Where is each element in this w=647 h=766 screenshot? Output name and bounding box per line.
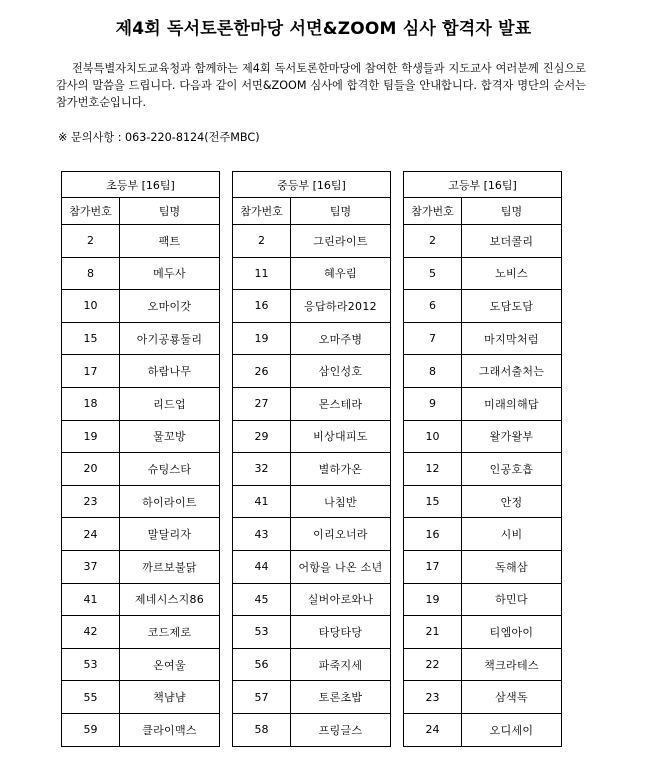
middle-division-header: 중등부 [16팀] — [233, 172, 391, 198]
team-name: 삼인성호 — [291, 355, 391, 388]
team-name: 온여울 — [120, 648, 220, 681]
team-name: 혜우림 — [291, 257, 391, 290]
entry-number: 15 — [404, 485, 462, 518]
page-title: 제4회 독서토론한마당 서면&ZOOM 심사 합격자 발표 — [115, 19, 532, 39]
team-name: 하민다 — [462, 583, 562, 616]
team-name: 타당타당 — [291, 616, 391, 649]
table-row — [62, 681, 220, 714]
team-name: 비상대피도 — [291, 420, 391, 453]
team-name: 책크라테스 — [462, 648, 562, 681]
team-name: 마지막처럼 — [462, 322, 562, 355]
entry-number: 53 — [62, 648, 120, 681]
high-division-header: 고등부 [16팀] — [404, 172, 562, 198]
entry-number: 41 — [233, 485, 291, 518]
entry-number: 19 — [233, 322, 291, 355]
entry-number: 56 — [233, 648, 291, 681]
table-row — [62, 616, 220, 649]
entry-number: 7 — [404, 322, 462, 355]
entry-number: 55 — [62, 681, 120, 714]
entry-number: 9 — [404, 387, 462, 420]
team-name: 인공호흡 — [462, 453, 562, 486]
team-name: 까르보불닭 — [120, 550, 220, 583]
table-row — [62, 518, 220, 551]
entry-number: 27 — [233, 387, 291, 420]
entry-number: 16 — [233, 290, 291, 323]
entry-number: 5 — [404, 257, 462, 290]
elementary-division-table — [61, 171, 220, 747]
entry-number: 10 — [404, 420, 462, 453]
team-name: 티엠아이 — [462, 616, 562, 649]
entry-number: 59 — [62, 713, 120, 746]
team-name: 시비 — [462, 518, 562, 551]
entry-number: 26 — [233, 355, 291, 388]
table-row — [62, 648, 220, 681]
middle-division-table — [232, 171, 391, 747]
team-name: 슈팅스타 — [120, 453, 220, 486]
table-row — [62, 290, 220, 323]
team-name: 책냠냠 — [120, 681, 220, 714]
entry-number: 17 — [62, 355, 120, 388]
table-row — [233, 583, 391, 616]
team-name: 클라이맥스 — [120, 713, 220, 746]
table-row — [233, 648, 391, 681]
entry-number: 16 — [404, 518, 462, 551]
table-row — [233, 550, 391, 583]
table-row — [404, 713, 562, 746]
table-row — [233, 322, 391, 355]
team-name: 실버아로와나 — [291, 583, 391, 616]
column-header-team: 팀명 — [462, 198, 562, 225]
entry-number: 42 — [62, 616, 120, 649]
team-name: 리드업 — [120, 387, 220, 420]
entry-number: 23 — [62, 485, 120, 518]
table-row — [62, 550, 220, 583]
table-row — [404, 290, 562, 323]
team-name: 오디세이 — [462, 713, 562, 746]
team-name: 코드제로 — [120, 616, 220, 649]
table-row — [404, 550, 562, 583]
entry-number: 20 — [62, 453, 120, 486]
entry-number: 2 — [404, 225, 462, 258]
table-row — [233, 387, 391, 420]
team-name: 도담도담 — [462, 290, 562, 323]
table-row — [404, 453, 562, 486]
team-name: 삼색독 — [462, 681, 562, 714]
team-name: 보더콜리 — [462, 225, 562, 258]
table-row — [404, 322, 562, 355]
table-row — [404, 583, 562, 616]
team-name: 나침반 — [291, 485, 391, 518]
team-name: 별하가온 — [291, 453, 391, 486]
table-row — [62, 453, 220, 486]
entry-number: 45 — [233, 583, 291, 616]
entry-number: 32 — [233, 453, 291, 486]
entry-number: 10 — [62, 290, 120, 323]
table-row — [404, 420, 562, 453]
team-name: 토론초밥 — [291, 681, 391, 714]
team-name: 하이라이트 — [120, 485, 220, 518]
entry-number: 41 — [62, 583, 120, 616]
table-row — [404, 681, 562, 714]
entry-number: 11 — [233, 257, 291, 290]
table-row — [404, 518, 562, 551]
team-name: 팩트 — [120, 225, 220, 258]
table-row — [62, 322, 220, 355]
table-row — [233, 453, 391, 486]
high-division-table — [403, 171, 562, 747]
table-row — [62, 583, 220, 616]
entry-number: 6 — [404, 290, 462, 323]
entry-number: 58 — [233, 713, 291, 746]
entry-number: 17 — [404, 550, 462, 583]
table-row — [62, 387, 220, 420]
table-row — [62, 485, 220, 518]
team-name: 하람나무 — [120, 355, 220, 388]
entry-number: 57 — [233, 681, 291, 714]
contact-info: ※ 문의사항 : 063-220-8124(전주MBC) — [58, 131, 260, 144]
entry-number: 29 — [233, 420, 291, 453]
table-row — [233, 681, 391, 714]
table-row — [62, 225, 220, 258]
team-name: 파죽지세 — [291, 648, 391, 681]
entry-number: 44 — [233, 550, 291, 583]
team-name: 물꼬방 — [120, 420, 220, 453]
entry-number: 8 — [62, 257, 120, 290]
table-row — [404, 485, 562, 518]
entry-number: 23 — [404, 681, 462, 714]
table-row — [233, 518, 391, 551]
team-name: 노비스 — [462, 257, 562, 290]
table-row — [233, 355, 391, 388]
table-row — [233, 290, 391, 323]
table-row — [233, 485, 391, 518]
entry-number: 8 — [404, 355, 462, 388]
team-name: 왈가왈부 — [462, 420, 562, 453]
entry-number: 24 — [62, 518, 120, 551]
entry-number: 18 — [62, 387, 120, 420]
team-name: 어항을 나온 소년 — [291, 550, 391, 583]
table-row — [62, 713, 220, 746]
table-row — [62, 355, 220, 388]
entry-number: 2 — [233, 225, 291, 258]
table-row — [62, 420, 220, 453]
entry-number: 43 — [233, 518, 291, 551]
team-name: 미래의해답 — [462, 387, 562, 420]
team-name: 말달리자 — [120, 518, 220, 551]
team-name: 그린라이트 — [291, 225, 391, 258]
entry-number: 53 — [233, 616, 291, 649]
elementary-division-header: 초등부 [16팀] — [62, 172, 220, 198]
team-name: 프링글스 — [291, 713, 391, 746]
team-name: 응답하라2012 — [291, 290, 391, 323]
entry-number: 24 — [404, 713, 462, 746]
team-name: 메두사 — [120, 257, 220, 290]
entry-number: 12 — [404, 453, 462, 486]
team-name: 이리오너라 — [291, 518, 391, 551]
team-name: 오마이갓 — [120, 290, 220, 323]
entry-number: 19 — [404, 583, 462, 616]
entry-number: 37 — [62, 550, 120, 583]
table-row — [404, 648, 562, 681]
intro-paragraph: 전북특별자치도교육청과 함께하는 제4회 독서토론한마당에 참여한 학생들과 지도교사 여러분께 진심으로 감사의 말씀을 드립니다. 다음과 같이 서면&ZOOM 심사에 합격한 팀들을 안내합니다. 합격자 명단의 순서는 참가번호순입니다. — [56, 62, 586, 109]
table-row — [233, 616, 391, 649]
entry-number: 22 — [404, 648, 462, 681]
table-row — [62, 257, 220, 290]
column-header-number: 참가번호 — [62, 198, 120, 225]
team-name: 아기공룡둘리 — [120, 322, 220, 355]
team-name: 몬스테라 — [291, 387, 391, 420]
table-row — [404, 387, 562, 420]
team-name: 안정 — [462, 485, 562, 518]
table-row — [404, 616, 562, 649]
table-row — [233, 420, 391, 453]
table-row — [404, 257, 562, 290]
team-name: 독해삼 — [462, 550, 562, 583]
table-row — [233, 713, 391, 746]
team-name: 그래서출처는 — [462, 355, 562, 388]
team-name: 제네시스지86 — [120, 583, 220, 616]
entry-number: 15 — [62, 322, 120, 355]
column-header-number: 참가번호 — [404, 198, 462, 225]
column-header-team: 팀명 — [120, 198, 220, 225]
table-row — [404, 355, 562, 388]
column-header-team: 팀명 — [291, 198, 391, 225]
table-row — [404, 225, 562, 258]
entry-number: 21 — [404, 616, 462, 649]
table-row — [233, 225, 391, 258]
column-header-number: 참가번호 — [233, 198, 291, 225]
team-name: 오마주병 — [291, 322, 391, 355]
entry-number: 19 — [62, 420, 120, 453]
table-row — [233, 257, 391, 290]
entry-number: 2 — [62, 225, 120, 258]
